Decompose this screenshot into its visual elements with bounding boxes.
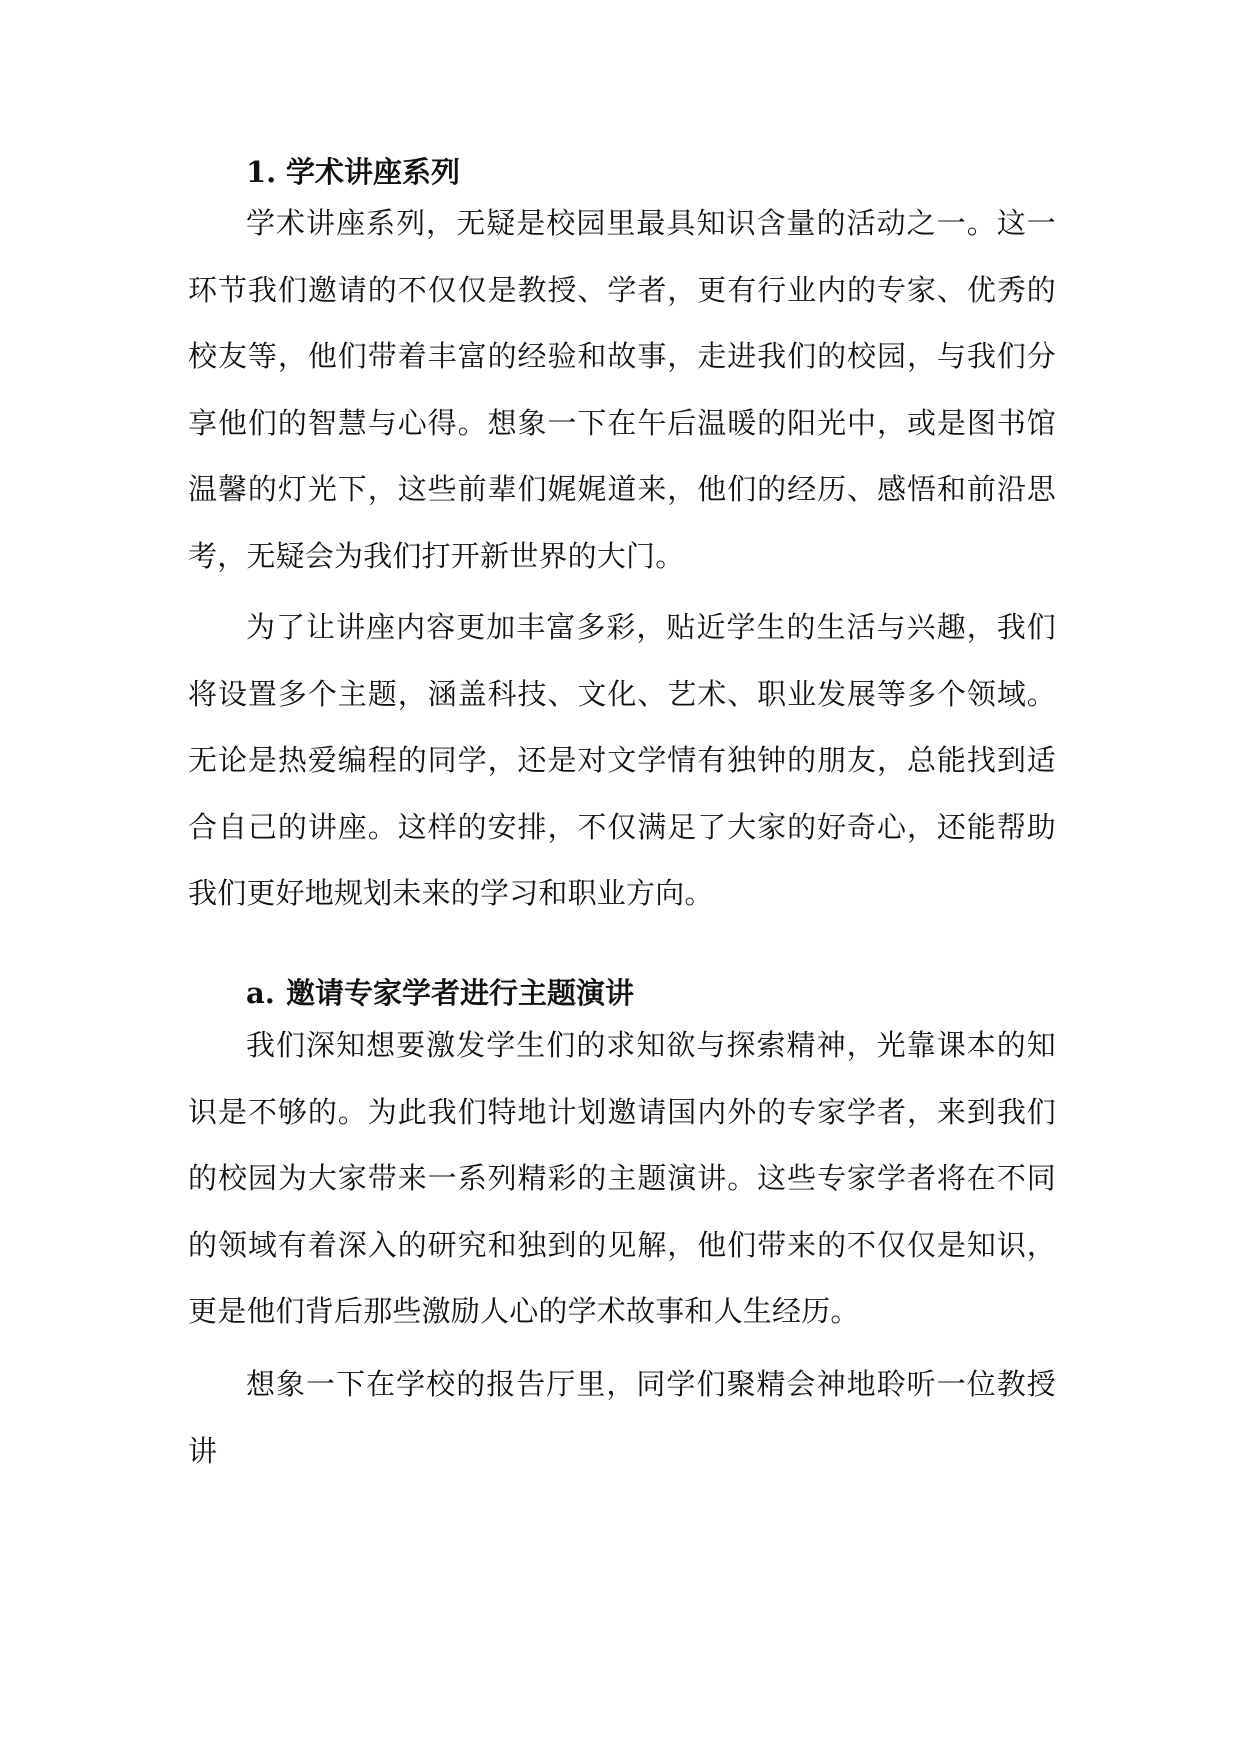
section-number: 1. — [246, 155, 277, 189]
subsection-paragraph-2: 想象一下在学校的报告厅里，同学们聚精会神地聆听一位教授讲 — [188, 1367, 1056, 1468]
subsection-paragraph-1: 我们深知想要激发学生们的求知欲与探索精神，光靠课本的知识是不够的。为此我们特地计划邀请国内外的专家学者，来到我们的校园为大家带来一系列精彩的主题演讲。这些专家学者将在不同的领域有着深入的研究和独到的见解，他们带来的不仅仅是知识，更是他们背后那些激励人心的学术故事和人生经历。 — [188, 1028, 1056, 1328]
section-title: 学术讲座系列 — [286, 155, 461, 189]
section-paragraph-1: 学术讲座系列，无疑是校园里最具知识含量的活动之一。这一环节我们邀请的不仅仅是教授、学者，更有行业内的专家、优秀的校友等，他们带着丰富的经验和故事，走进我们的校园，与我们分享他们的智慧与心得。想象一下在午后温暖的阳光中，或是图书馆温馨的灯光下，这些前辈们娓娓道来，他们的经历、感悟和前沿思考，无疑会为我们打开新世界的大门。 — [188, 206, 1056, 573]
subsection-title: 邀请专家学者进行主题演讲 — [286, 976, 635, 1010]
section-heading — [246, 152, 460, 192]
subsection-heading — [246, 973, 634, 1013]
subsection-number: a. — [246, 976, 275, 1010]
section-paragraph-2: 为了让讲座内容更加丰富多彩，贴近学生的生活与兴趣，我们将设置多个主题，涵盖科技、文化、艺术、职业发展等多个领域。无论是热爱编程的同学，还是对文学情有独钟的朋友，总能找到适合自己的讲座。这样的安排，不仅满足了大家的好奇心，还能帮助我们更好地规划未来的学习和职业方向。 — [188, 610, 1056, 910]
